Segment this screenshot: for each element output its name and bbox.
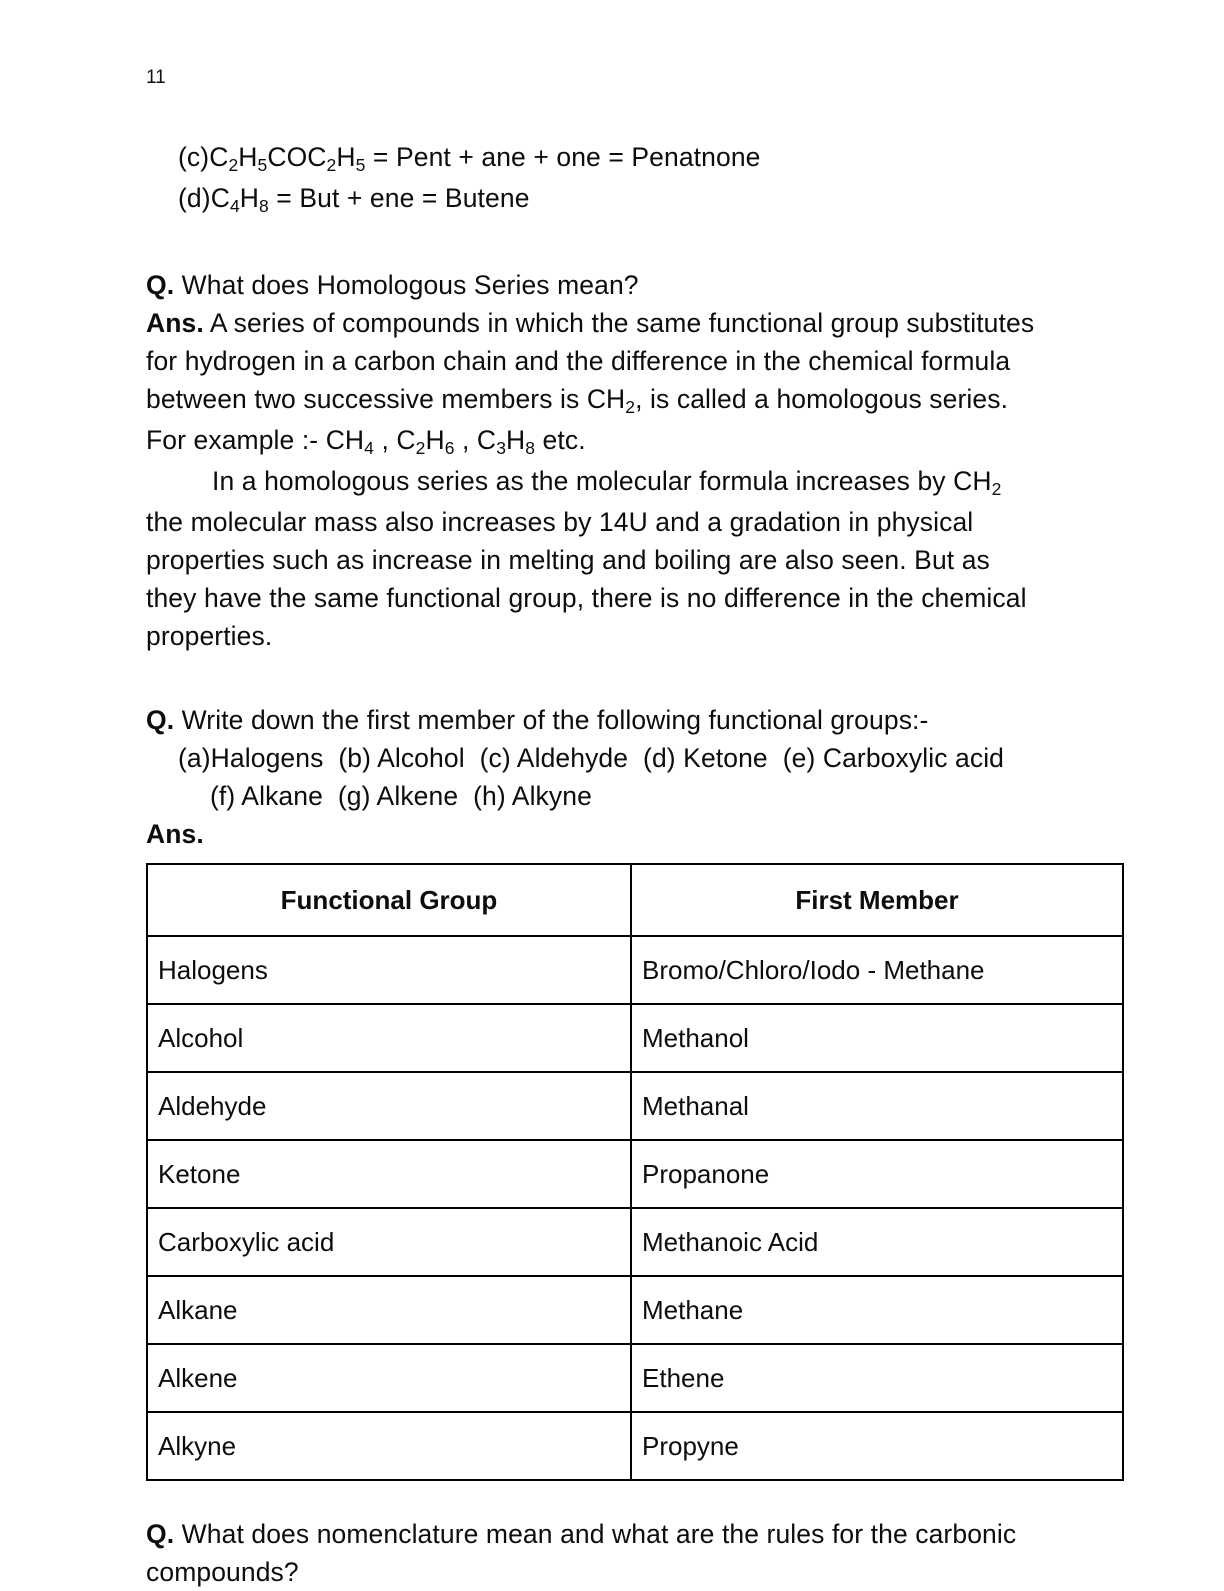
question-nomenclature <box>146 1515 1094 1553</box>
cell-functional-group: Carboxylic acid <box>147 1208 631 1276</box>
question-homologous-text: What does Homologous Series mean? <box>174 270 639 300</box>
table-row <box>147 1072 1123 1140</box>
answer-homologous-text-1: A series of compounds in which the same functional group substitutes <box>203 308 1035 338</box>
spacer <box>146 1481 1094 1515</box>
cell-first-member: Bromo/Chloro/Iodo - Methane <box>631 936 1123 1004</box>
formula-item-d <box>146 179 1094 220</box>
question-marker: Q. <box>146 705 175 735</box>
formula-item-c-text: $C_2H_5COC_2H_5$ = Pent + ane + one = Penatnone <box>209 142 761 175</box>
answer-first-member-marker <box>146 815 1094 853</box>
answer-homologous-line-2: for hydrogen in a carbon chain and the difference in the chemical formula <box>146 346 1011 376</box>
answer-homologous-line-3: between two successive members is $CH_2$, is called a homologous series. <box>146 384 1009 417</box>
cell-first-member: Ethene <box>631 1344 1123 1412</box>
answer-homologous-line-1 <box>146 304 1094 342</box>
answer-homologous-p2-line-3: properties such as increase in melting and boiling are also seen. But as <box>146 545 990 575</box>
formula-item-c-label: (c) <box>178 142 210 172</box>
answer-homologous-p2-line-2: the molecular mass also increases by 14U and a gradation in physical <box>146 507 974 537</box>
answer-homologous-p2-line-1: In a homologous series as the molecular formula increases by $CH_2$ <box>212 466 1002 499</box>
question-marker: Q. <box>146 270 175 300</box>
cell-functional-group: Alcohol <box>147 1004 631 1072</box>
table-row <box>147 1140 1123 1208</box>
spacer <box>146 220 1094 266</box>
question-nomenclature-text-1: What does nomenclature mean and what are the rules for the carbonic <box>174 1519 1017 1549</box>
formula-item-c <box>146 138 1094 179</box>
question-first-member-text: Write down the first member of the following functional groups:- <box>174 705 929 735</box>
cell-first-member: Propanone <box>631 1140 1123 1208</box>
cell-first-member: Methane <box>631 1276 1123 1344</box>
table-header-row <box>147 864 1123 936</box>
functional-group-table <box>146 863 1124 1481</box>
cell-first-member: Methanoic Acid <box>631 1208 1123 1276</box>
document-body <box>146 138 1094 1591</box>
cell-functional-group: Ketone <box>147 1140 631 1208</box>
table-header-functional-group: Functional Group <box>147 864 631 936</box>
answer-homologous-p2-line-4: they have the same functional group, there is no difference in the chemical <box>146 583 1027 613</box>
question-marker: Q. <box>146 1519 175 1549</box>
answer-marker: Ans. <box>146 308 204 338</box>
cell-functional-group: Halogens <box>147 936 631 1004</box>
question-homologous <box>146 266 1094 304</box>
table-row <box>147 1344 1123 1412</box>
answer-homologous-p2-line-5: properties. <box>146 621 273 651</box>
formula-item-d-label: (d) <box>178 183 211 213</box>
cell-functional-group: Alkene <box>147 1344 631 1412</box>
table-header-first-member: First Member <box>631 864 1123 936</box>
cell-functional-group: Alkane <box>147 1276 631 1344</box>
formula-item-d-text: $C_4H_8$ = But + ene = Butene <box>210 183 530 216</box>
table-row <box>147 936 1123 1004</box>
cell-functional-group: Alkyne <box>147 1412 631 1480</box>
table-row <box>147 1412 1123 1480</box>
cell-first-member: Propyne <box>631 1412 1123 1480</box>
question-nomenclature-text-2: compounds? <box>146 1557 299 1587</box>
table-row <box>147 1004 1123 1072</box>
cell-first-member: Methanol <box>631 1004 1123 1072</box>
table-row <box>147 1276 1123 1344</box>
question-first-member <box>146 701 1094 739</box>
spacer <box>146 655 1094 701</box>
question-options-line-2: (f) Alkane (g) Alkene (h) Alkyne <box>210 781 592 811</box>
question-options-line-1: (a)Halogens (b) Alcohol (c) Aldehyde (d) Ketone (e) Carboxylic acid <box>178 743 1005 773</box>
table-row <box>147 1208 1123 1276</box>
page-number: 11 <box>146 67 166 88</box>
answer-marker: Ans. <box>146 819 204 849</box>
answer-homologous-line-4: For example :- $CH_4$ , $C_2H_6$ , $C_3H_8$ etc. <box>146 425 586 458</box>
cell-first-member: Methanal <box>631 1072 1123 1140</box>
cell-functional-group: Aldehyde <box>147 1072 631 1140</box>
